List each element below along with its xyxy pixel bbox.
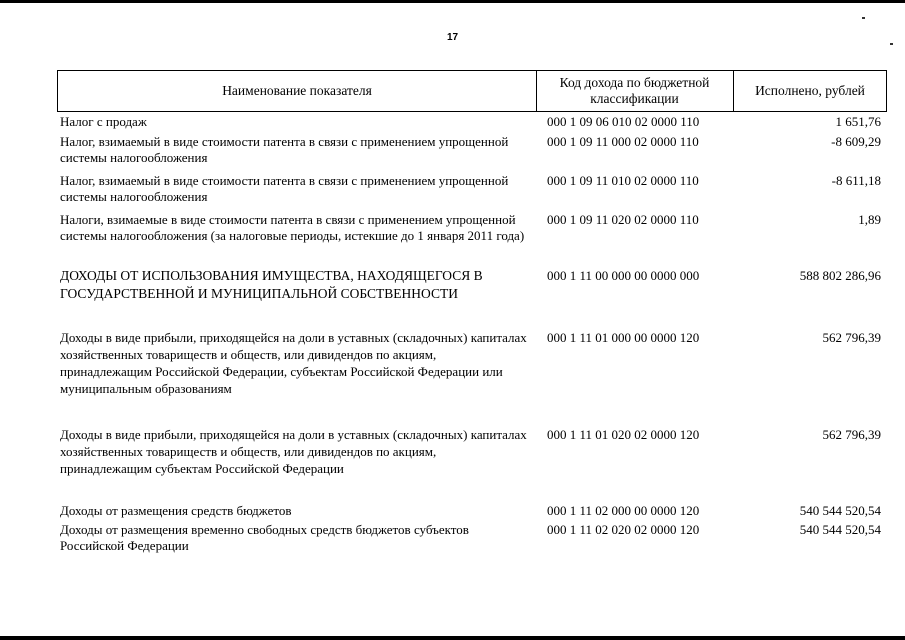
row-name: Доходы от размещения средств бюджетов: [60, 503, 292, 518]
row-code: 000 1 11 00 000 00 0000 000: [547, 268, 700, 283]
row-name: Налог, взимаемый в виде стоимости патента в связи с применением упрощенной системы налогообложения: [60, 134, 509, 165]
row-code: 000 1 11 02 020 02 0000 120: [547, 522, 700, 537]
row-amount: 540 544 520,54: [799, 503, 881, 518]
row-name: Доходы в виде прибыли, приходящейся на доли в уставных (складочных) капиталах хозяйственных товариществ и обществ, или дивидендов по акциям, принадлежащим Российской Федерации, субъектам Российской Федерации или муниципальным образованиям: [60, 330, 527, 396]
row-amount: 1 651,76: [835, 114, 881, 129]
row-amount: 562 796,39: [822, 427, 881, 442]
row-amount: 1,89: [858, 212, 881, 227]
header-amount: Исполнено, рублей: [755, 83, 865, 98]
row-code: 000 1 09 06 010 02 0000 110: [547, 114, 700, 129]
header-name: Наименование показателя: [58, 71, 537, 111]
header-code: Код дохода по бюджетной классификации: [536, 71, 734, 111]
scan-speck: [890, 43, 893, 45]
row-name: Налоги, взимаемые в виде стоимости патента в связи с применением упрощенной системы налогообложения (за налоговые периоды, истекшие до 1 января 2011 года): [60, 212, 525, 243]
row-amount: 588 802 286,96: [799, 268, 881, 283]
row-amount: 540 544 520,54: [799, 522, 881, 537]
row-name: Доходы от размещения временно свободных средств бюджетов субъектов Российской Федерации: [60, 522, 469, 553]
top-scan-border: [0, 0, 905, 3]
page-number: 17: [446, 32, 459, 43]
row-amount: -8 609,29: [831, 134, 881, 149]
row-amount: -8 611,18: [831, 173, 881, 188]
row-name: Налог, взимаемый в виде стоимости патента в связи с применением упрощенной системы налогообложения: [60, 173, 509, 204]
row-name: ДОХОДЫ ОТ ИСПОЛЬЗОВАНИЯ ИМУЩЕСТВА, НАХОДЯЩЕГОСЯ В ГОСУДАРСТВЕННОЙ И МУНИЦИПАЛЬНОЙ СОБСТВЕННОСТИ: [60, 268, 483, 301]
scan-speck: [862, 17, 865, 19]
row-amount: 562 796,39: [822, 330, 881, 345]
row-code: 000 1 11 01 000 00 0000 120: [547, 330, 700, 345]
row-name: Доходы в виде прибыли, приходящейся на доли в уставных (складочных) капиталах хозяйственных товариществ и обществ, или дивидендов по акциям, принадлежащим субъектам Российской Федерации: [60, 427, 527, 476]
row-code: 000 1 09 11 010 02 0000 110: [547, 173, 699, 188]
bottom-scan-border: [0, 636, 905, 640]
row-name: Налог с продаж: [60, 114, 147, 129]
row-code: 000 1 11 01 020 02 0000 120: [547, 427, 700, 442]
row-code: 000 1 09 11 000 02 0000 110: [547, 134, 699, 149]
row-code: 000 1 11 02 000 00 0000 120: [547, 503, 700, 518]
table-header: [57, 70, 887, 112]
row-code: 000 1 09 11 020 02 0000 110: [547, 212, 699, 227]
